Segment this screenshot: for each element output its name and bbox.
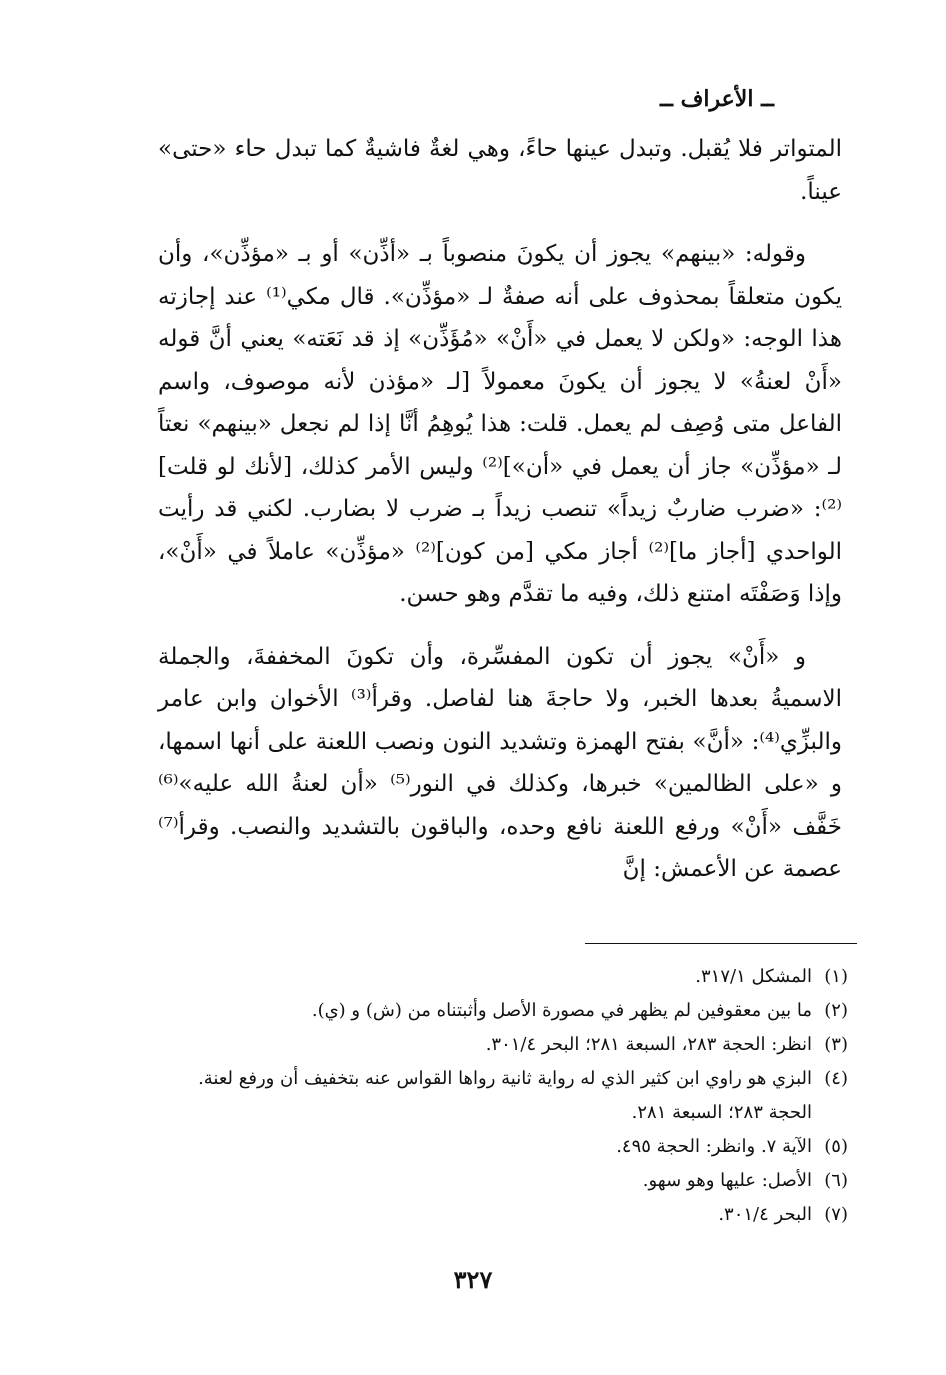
- footnote-text: المشكل ٣١٧/١.: [695, 966, 812, 987]
- footnote-text: ما بين معقوفين لم يظهر في مصورة الأصل وأثبتناه من (ش) و (ي).: [311, 1000, 812, 1021]
- footnote-number: (٢): [824, 1000, 848, 1021]
- footnote-number: (٤): [824, 1068, 848, 1089]
- footnote-number: (٣): [824, 1034, 848, 1055]
- running-header: ــ الأعراف ــ: [660, 86, 774, 112]
- paragraph: و «أَنْ» يجوز أن تكون المفسِّرة، وأن تكونَ المخففةَ، والجملة الاسميةُ بعدها الخبر، ولا حاجةَ هنا لفاصل. وقرأ⁽³⁾ الأخوان وابن عامر والبزِّي⁽⁴⁾: «أنَّ» بفتح الهمزة وتشديد النون ونصب اللعنة على أنها اسمها، و «على الظالمين» خبرها، وكذلك في النور⁽⁵⁾ «أن لعنةُ الله عليه»⁽⁶⁾ خَفَّف «أَنْ» ورفع اللعنة نافع وحده، والباقون بالتشديد والنصب. وقرأ⁽⁷⁾ عصمة عن الأعمش: إنَّ: [158, 643, 842, 882]
- footnote-text: الآية ٧. وانظر: الحجة ٤٩٥.: [616, 1136, 812, 1157]
- footnote: [158, 994, 848, 1028]
- footnotes: [158, 960, 848, 1232]
- footnote-separator: [585, 943, 857, 944]
- paragraph: وقوله: «بينهم» يجوز أن يكونَ منصوباً بـ «أذِّن» أو بـ «مؤذِّن»، وأن يكون متعلقاً بمحذوف على أنه صفةٌ لـ «مؤذِّن». قال مكي⁽¹⁾ عند إجازته هذا الوجه: «ولكن لا يعمل في «أَنْ» «مُؤَذِّن» إذ قد نَعَته» يعني أنَّ قوله «أَنْ لعنةُ» لا يجوز أن يكونَ معمولاً [لـ «مؤذن لأنه موصوف، واسم الفاعل متى وُصِف لم يعمل. قلت: هذا يُوهِمُ أنَّا إذا لم نجعل «بينهم» نعتاً لـ «مؤذِّن» جاز أن يعمل في «أن»]⁽²⁾ وليس الأمر كذلك، [لأنك لو قلت]⁽²⁾: «ضرب ضاربٌ زيداً» تنصب زيداً بـ ضرب لا بضارب. لكني قد رأيت الواحدي [أجاز ما]⁽²⁾ أجاز مكي [من كون]⁽²⁾ «مؤذِّن» عاملاً في «أَنْ»، وإذا وَصَفْتَه امتنع ذلك، وفيه ما تقدَّم وهو حسن.: [158, 241, 842, 607]
- footnote-number: (١): [824, 966, 848, 987]
- main-text: [158, 128, 842, 911]
- footnote-number: (٥): [824, 1136, 848, 1157]
- footnote-text: انظر: الحجة ٢٨٣، السبعة ٢٨١؛ البحر ٣٠١/٤.: [485, 1034, 812, 1055]
- footnote: [158, 1130, 848, 1164]
- page-number: ٣٢٧: [453, 1265, 493, 1294]
- footnote: [158, 960, 848, 994]
- footnote-text: البزي هو راوي ابن كثير الذي له رواية ثانية رواها القواس عنه بتخفيف أن ورفع لعنة. الحجة ٢٨٣؛ السبعة ٢٨١.: [198, 1068, 812, 1123]
- footnote: [158, 1062, 848, 1130]
- footnote-number: (٦): [824, 1170, 848, 1191]
- footnote: [158, 1198, 848, 1232]
- paragraph: المتواتر فلا يُقبل. وتبدل عينها حاءً، وهي لغةٌ فاشيةٌ كما تبدل حاء «حتى» عيناً.: [158, 136, 842, 205]
- footnote-number: (٧): [824, 1204, 848, 1225]
- footnote-text: البحر ٣٠١/٤.: [718, 1204, 812, 1225]
- footnote-text: الأصل: عليها وهو سهو.: [642, 1170, 812, 1191]
- footnote: [158, 1164, 848, 1198]
- footnote: [158, 1028, 848, 1062]
